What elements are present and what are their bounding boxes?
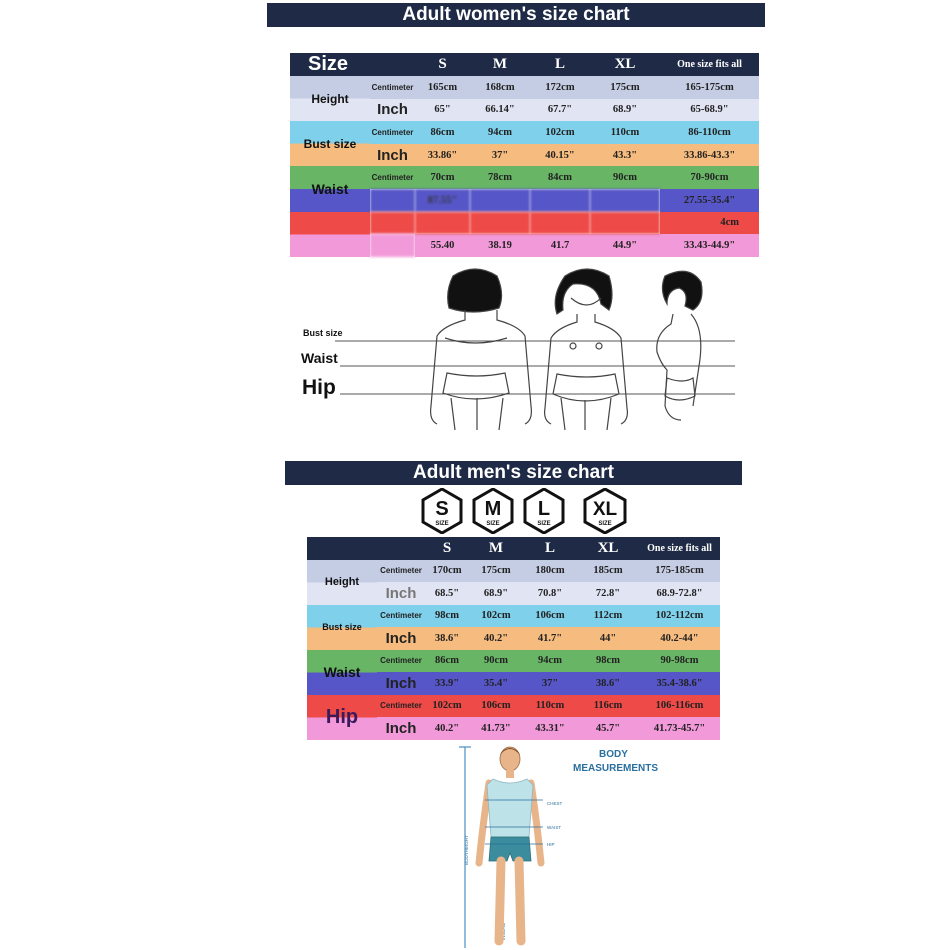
men-table-header <box>307 537 720 560</box>
unit-label <box>370 234 415 257</box>
cell-s: 170cm <box>425 560 469 583</box>
cell-m: 90cm <box>469 650 523 673</box>
cell-xl: 38.6" <box>577 672 639 695</box>
cell-xl: 45.7" <box>577 717 639 740</box>
cell-s: 65" <box>415 99 470 122</box>
cell-m: 66.14" <box>470 99 530 122</box>
size-xl-header: XL <box>577 537 639 560</box>
badge-s-letter: S <box>435 498 449 520</box>
cell-m: 38.19 <box>470 234 530 257</box>
cell-s: 70cm <box>415 166 470 189</box>
table-row <box>290 121 759 144</box>
unit-label <box>370 189 415 212</box>
label-hip: HIP <box>547 842 555 847</box>
unit-label: Centimeter <box>377 650 425 673</box>
cell-xl <box>590 212 660 235</box>
table-row <box>307 605 720 628</box>
label-bodyheight: BODYHEIGHT <box>464 835 469 865</box>
cell-m: 35.4" <box>469 672 523 695</box>
one-size-header: One size fits all <box>660 53 759 76</box>
badge-xl-letter: XL <box>592 499 618 520</box>
cell-s: 68.5" <box>425 582 469 605</box>
cell-l: 180cm <box>523 560 577 583</box>
label-inseam: INSEAM <box>501 922 506 940</box>
cell-one-size: 70-90cm <box>660 166 759 189</box>
cell-s: 38.6" <box>425 627 469 650</box>
row-label-bust: Bust size <box>307 605 377 650</box>
size-s-header: S <box>425 537 469 560</box>
body-measurements-title-2: MEASUREMENTS <box>573 763 659 774</box>
cell-l: 43.31" <box>523 717 577 740</box>
cell-s: 86cm <box>425 650 469 673</box>
cell-m <box>470 189 530 212</box>
cell-s: 40.2" <box>425 717 469 740</box>
cell-m <box>470 212 530 235</box>
cell-l: 40.15" <box>530 144 590 167</box>
cell-l <box>530 212 590 235</box>
cell-s: 87.55" <box>415 189 470 212</box>
cell-one-size: 4cm <box>660 212 759 235</box>
cell-s: 102cm <box>425 695 469 718</box>
cell-l: 41.7" <box>523 627 577 650</box>
cell-m: 40.2" <box>469 627 523 650</box>
cell-s: 165cm <box>415 76 470 99</box>
men-body-illustration <box>455 745 695 950</box>
badge-l-sub: SIZE <box>537 521 551 527</box>
cell-xl <box>590 189 660 212</box>
cell-one-size: 41.73-45.7" <box>639 717 720 740</box>
women-table-header <box>290 53 759 76</box>
table-row <box>290 76 759 99</box>
cell-one-size: 33.43-44.9" <box>660 234 759 257</box>
row-label-waist: Waist <box>290 166 370 211</box>
size-l-header: L <box>530 53 590 76</box>
cell-m: 106cm <box>469 695 523 718</box>
row-label-waist: Waist <box>307 650 377 695</box>
unit-label: Centimeter <box>377 695 425 718</box>
row-label-height: Height <box>290 76 370 121</box>
cell-m: 94cm <box>470 121 530 144</box>
unit-label: Centimeter <box>377 560 425 583</box>
cell-s: 98cm <box>425 605 469 628</box>
body-measurements-title-1: BODY <box>599 749 628 760</box>
cell-xl: 43.3" <box>590 144 660 167</box>
cell-xl: 72.8" <box>577 582 639 605</box>
unit-label: Centimeter <box>370 166 415 189</box>
cell-l: 106cm <box>523 605 577 628</box>
size-m-header: M <box>470 53 530 76</box>
cell-m: 168cm <box>470 76 530 99</box>
header-blank <box>307 537 425 560</box>
table-row <box>307 695 720 718</box>
cell-xl: 44" <box>577 627 639 650</box>
figure-label-hip: Hip <box>302 376 336 399</box>
cell-s: 55.40 <box>415 234 470 257</box>
row-label-height: Height <box>307 560 377 605</box>
row-label-hip <box>290 212 370 257</box>
size-xl-header: XL <box>590 53 660 76</box>
cell-xl: 110cm <box>590 121 660 144</box>
cell-one-size: 90-98cm <box>639 650 720 673</box>
cell-l: 37" <box>523 672 577 695</box>
badge-m-sub: SIZE <box>486 521 500 527</box>
unit-label: Centimeter <box>370 121 415 144</box>
cell-xl: 185cm <box>577 560 639 583</box>
cell-one-size: 175-185cm <box>639 560 720 583</box>
cell-m: 78cm <box>470 166 530 189</box>
cell-l: 172cm <box>530 76 590 99</box>
unit-label: Inch <box>377 672 425 695</box>
cell-one-size: 33.86-43.3" <box>660 144 759 167</box>
unit-label: Centimeter <box>370 76 415 99</box>
badge-l-letter: L <box>537 498 551 520</box>
table-row <box>290 212 759 235</box>
cell-one-size: 27.55-35.4" <box>660 189 759 212</box>
cell-l: 67.7" <box>530 99 590 122</box>
size-m-header: M <box>469 537 523 560</box>
cell-xl: 112cm <box>577 605 639 628</box>
cell-s: 33.86" <box>415 144 470 167</box>
women-chart-title: Adult women's size chart <box>267 3 765 27</box>
side-figure <box>657 271 702 420</box>
men-size-table <box>307 537 720 740</box>
cell-one-size: 40.2-44" <box>639 627 720 650</box>
cell-xl: 175cm <box>590 76 660 99</box>
cell-xl: 98cm <box>577 650 639 673</box>
size-s-header: S <box>415 53 470 76</box>
cell-s: 86cm <box>415 121 470 144</box>
cell-one-size: 102-112cm <box>639 605 720 628</box>
table-row <box>307 560 720 583</box>
cell-l: 84cm <box>530 166 590 189</box>
badge-m-letter: M <box>484 498 502 520</box>
one-size-header: One size fits all <box>639 537 720 560</box>
unit-label: Inch <box>377 627 425 650</box>
unit-label: Inch <box>370 99 415 122</box>
badge-xl-icon <box>581 488 629 534</box>
label-chest: CHEST <box>547 801 563 806</box>
badge-xl-sub: SIZE <box>598 521 612 527</box>
cell-m: 37" <box>470 144 530 167</box>
unit-label: Inch <box>377 717 425 740</box>
cell-m: 102cm <box>469 605 523 628</box>
men-chart-title: Adult men's size chart <box>285 461 742 485</box>
women-body-illustration <box>295 268 745 438</box>
row-label-bust: Bust size <box>290 121 370 166</box>
unit-label: Inch <box>370 144 415 167</box>
badge-s-sub: SIZE <box>435 521 449 527</box>
cell-m: 68.9" <box>469 582 523 605</box>
unit-label <box>370 212 415 235</box>
cell-s: 33.9" <box>425 672 469 695</box>
badge-s-icon <box>420 488 464 534</box>
cell-m: 175cm <box>469 560 523 583</box>
women-size-table <box>290 53 759 257</box>
cell-xl: 68.9" <box>590 99 660 122</box>
cell-s <box>415 212 470 235</box>
cell-xl: 116cm <box>577 695 639 718</box>
cell-l: 102cm <box>530 121 590 144</box>
cell-one-size: 106-116cm <box>639 695 720 718</box>
cell-m: 41.73" <box>469 717 523 740</box>
unit-label: Inch <box>377 582 425 605</box>
size-l-header: L <box>523 537 577 560</box>
cell-one-size: 35.4-38.6" <box>639 672 720 695</box>
label-waist: WAIST <box>547 825 562 830</box>
cell-xl: 90cm <box>590 166 660 189</box>
figure-label-waist: Waist <box>301 350 338 366</box>
back-figure <box>431 269 532 430</box>
cell-xl: 44.9" <box>590 234 660 257</box>
cell-l: 94cm <box>523 650 577 673</box>
cell-one-size: 86-110cm <box>660 121 759 144</box>
cell-one-size: 65-68.9" <box>660 99 759 122</box>
cell-one-size: 68.9-72.8" <box>639 582 720 605</box>
cell-l <box>530 189 590 212</box>
cell-l: 110cm <box>523 695 577 718</box>
figure-label-bust: Bust size <box>303 328 343 338</box>
cell-l: 70.8" <box>523 582 577 605</box>
badge-l-icon <box>521 488 567 534</box>
table-row <box>307 650 720 673</box>
front-figure <box>545 269 628 430</box>
unit-label: Centimeter <box>377 605 425 628</box>
cell-one-size: 165-175cm <box>660 76 759 99</box>
cell-l: 41.7 <box>530 234 590 257</box>
size-header: Size <box>290 53 415 76</box>
table-row <box>290 166 759 189</box>
row-label-hip: Hip <box>307 695 377 740</box>
badge-m-icon <box>470 488 516 534</box>
